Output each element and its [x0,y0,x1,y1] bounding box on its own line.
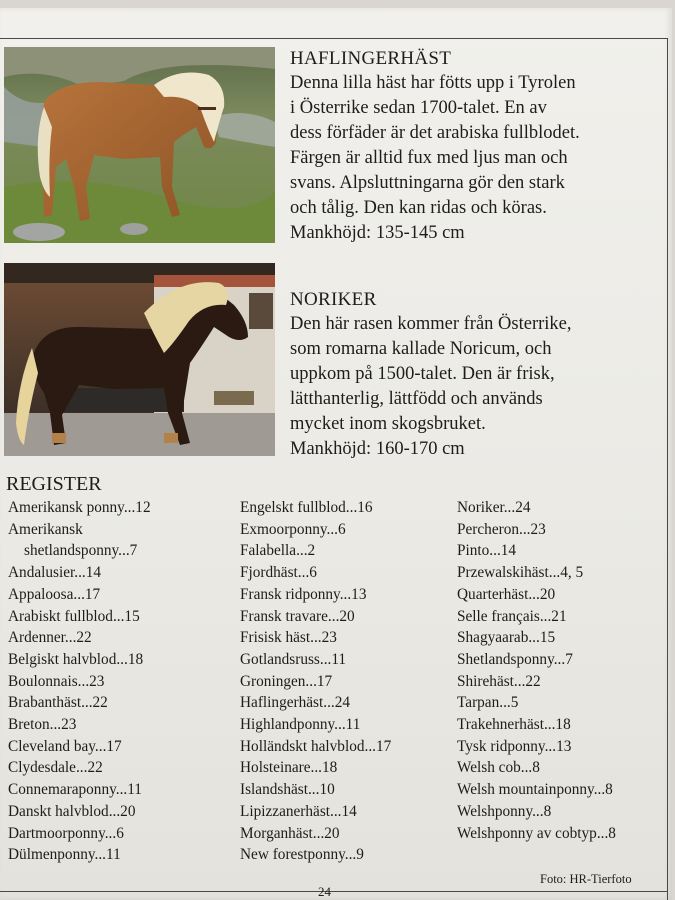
register-entry: Przewalskihäst...4, 5 [457,564,584,582]
register-column-3 [457,497,616,844]
photo-credit: Foto: HR-Tierfoto [540,872,632,886]
register-entry: Tarpan...5 [457,694,519,712]
register-entry: Fjordhäst...6 [240,564,317,582]
register-entry: Connemaraponny...11 [8,781,142,799]
register-entry: Frisisk häst...23 [240,629,337,647]
haflinger-title: HAFLINGERHÄST [290,48,452,69]
frame-line-bottom [0,891,668,892]
register-entry: Trakehnerhäst...18 [457,716,571,734]
register-entry: Fransk travare...20 [240,607,355,625]
register-entry: Boulonnais...23 [8,672,105,690]
register-entry: Tysk ridponny...13 [457,737,572,755]
register-entry: Danskt halvblod...20 [8,802,136,820]
register-entry: Quarterhäst...20 [457,585,556,603]
haflinger-height: Mankhöjd: 135-145 cm [290,223,465,243]
register-entry: Andalusier...14 [8,564,102,582]
register-entry: shetlandsponny...7 [24,542,138,560]
register-entry: Amerikansk ponny...12 [8,499,151,516]
register-column-2 [240,497,391,866]
register-entry: Welsh cob...8 [457,759,540,777]
register-entry: Lipizzanerhäst...14 [240,802,357,820]
register-entry: Cleveland bay...17 [8,737,122,755]
register-entry: Selle français...21 [457,607,567,625]
register-entry: Dartmoorponny...6 [8,824,124,842]
register-entry: Ardenner...22 [8,629,92,647]
noriker-section [290,288,670,462]
register-entry: Engelskt fullblod...16 [240,499,373,516]
haflinger-photo [4,47,275,243]
frame-line-top [0,38,668,39]
register-entry: Brabanthäst...22 [8,694,108,712]
register-entry: Shagyaarab...15 [457,629,556,647]
register-entry: Fransk ridponny...13 [240,585,367,603]
register-entry: Noriker...24 [457,499,531,516]
register-entry: Groningen...17 [240,672,333,690]
register-column-1 [8,497,151,866]
register-entry: Highlandponny...11 [240,716,361,734]
register-entry: Welshponny av cobtyp...8 [457,824,616,842]
register-entry: Dülmenponny...11 [8,846,121,864]
register-entry: Islandshäst...10 [240,781,335,799]
register-entry: Welshponny...8 [457,802,552,820]
register-entry: Amerikansk [8,520,83,538]
page-number: 24 [318,884,331,899]
register-entry: Falabella...2 [240,542,316,560]
haflinger-description: Denna lilla häst har fötts upp i Tyrolen i Österrike sedan 1700-talet. En av dess förfäder är det arabiska fullblodet. Färgen är alltid fux med ljus man och svans. Alpsluttningarna gör den stark och tålig. Den kan ridas och köras. [290,73,580,218]
register-entry: Arabiskt fullblod...15 [8,607,140,625]
register-entry: Percheron...23 [457,520,546,538]
noriker-title: NORIKER [290,289,377,310]
register-entry: New forestponny...9 [240,846,364,864]
register-entry: Breton...23 [8,716,77,734]
register-entry: Pinto...14 [457,542,517,560]
register-entry: Exmoorponny...6 [240,520,346,538]
register-entry: Haflingerhäst...24 [240,694,351,712]
register-entry: Appaloosa...17 [8,585,101,603]
register-entry: Belgiskt halvblod...18 [8,650,144,668]
register-entry: Holländskt halvblod...17 [240,737,392,755]
noriker-height: Mankhöjd: 160-170 cm [290,439,465,459]
noriker-photo [4,263,275,456]
register-entry: Shirehäst...22 [457,672,541,690]
haflinger-section [290,47,670,246]
noriker-description: Den här rasen kommer från Österrike, som romarna kallade Noricum, och uppkom på 1500-talet. Den är frisk, lätthanterlig, lättfödd och används mycket inom skogsbruket. [290,314,572,434]
register-entry: Clydesdale...22 [8,759,103,777]
register-entry: Welsh mountainponny...8 [457,781,613,799]
register-entry: Holsteinare...18 [240,759,338,777]
register-entry: Morganhäst...20 [240,824,340,842]
register-entry: Gotlandsruss...11 [240,650,347,668]
register-entry: Shetlandsponny...7 [457,650,573,668]
register-title: REGISTER [6,473,102,495]
